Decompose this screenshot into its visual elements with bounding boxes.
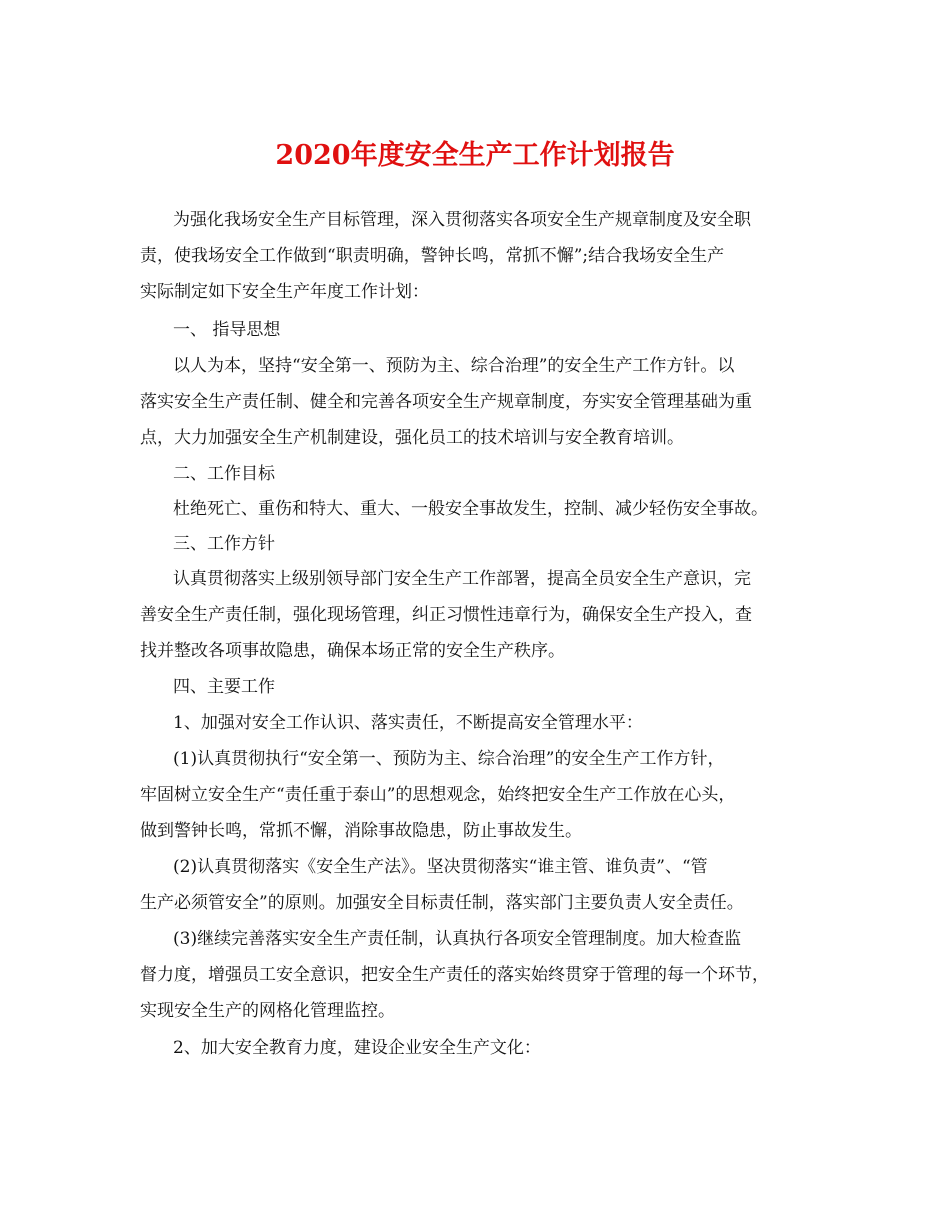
- body-line-16: (1)认真贯彻执行“安全第一、预防为主、综合治理”的安全生产工作方针，: [173, 749, 725, 769]
- section-heading-3: 三、工作方针: [173, 534, 275, 554]
- section-heading-1: 一、 指导思想: [173, 320, 281, 340]
- body-line-6: 落实安全生产责任制、健全和完善各项安全生产规章制度，夯实安全管理基础为重: [140, 392, 752, 412]
- body-line-1: 为强化我场安全生产目标管理，深入贯彻落实各项安全生产规章制度及安全职: [173, 210, 751, 230]
- section-heading-2: 二、工作目标: [173, 464, 275, 484]
- body-line-11: 认真贯彻落实上级别领导部门安全生产工作部署，提高全员安全生产意识，完: [173, 569, 751, 589]
- body-line-24: 2、加大安全教育力度，建设企业安全生产文化：: [173, 1038, 541, 1058]
- document-title: 2020年度安全生产工作计划报告: [275, 140, 675, 171]
- body-line-22: 督力度，增强员工安全意识，把安全生产责任的落实始终贯穿于管理的每一个环节，: [140, 965, 769, 985]
- body-line-19: (2)认真贯彻落实《安全生产法》。坚决贯彻落实“谁主管、谁负责”、“管: [173, 857, 708, 877]
- body-line-5: 以人为本，坚持“安全第一、预防为主、综合治理”的安全生产工作方针。以: [173, 356, 735, 376]
- body-line-7: 点，大力加强安全生产机制建设，强化员工的技术培训与安全教育培训。: [140, 428, 684, 448]
- section-heading-4: 四、主要工作: [173, 677, 275, 697]
- body-line-9: 杜绝死亡、重伤和特大、重大、一般安全事故发生，控制、减少轻伤安全事故。: [173, 499, 768, 519]
- body-line-2: 责，使我场安全工作做到“职责明确，警钟长鸣，常抓不懈”;结合我场安全生产: [140, 246, 725, 266]
- body-line-13: 找并整改各项事故隐患，确保本场正常的安全生产秩序。: [140, 641, 565, 661]
- body-line-17: 牢固树立安全生产“责任重于泰山”的思想观念，始终把安全生产工作放在心头，: [140, 785, 736, 805]
- body-line-12: 善安全生产责任制，强化现场管理，纠正习惯性违章行为，确保安全生产投入，查: [140, 605, 752, 625]
- body-line-15: 1、加强对安全工作认识、落实责任，不断提高安全管理水平：: [173, 713, 643, 733]
- body-line-3: 实际制定如下安全生产年度工作计划：: [140, 282, 429, 302]
- body-line-18: 做到警钟长鸣，常抓不懈，消除事故隐患，防止事故发生。: [140, 821, 582, 841]
- body-line-21: (3)继续完善落实安全生产责任制，认真执行各项安全管理制度。加大检查监: [173, 929, 742, 949]
- body-line-23: 实现安全生产的网格化管理监控。: [140, 1001, 395, 1021]
- body-line-20: 生产必须管安全”的原则。加强安全目标责任制，落实部门主要负责人安全责任。: [140, 893, 744, 913]
